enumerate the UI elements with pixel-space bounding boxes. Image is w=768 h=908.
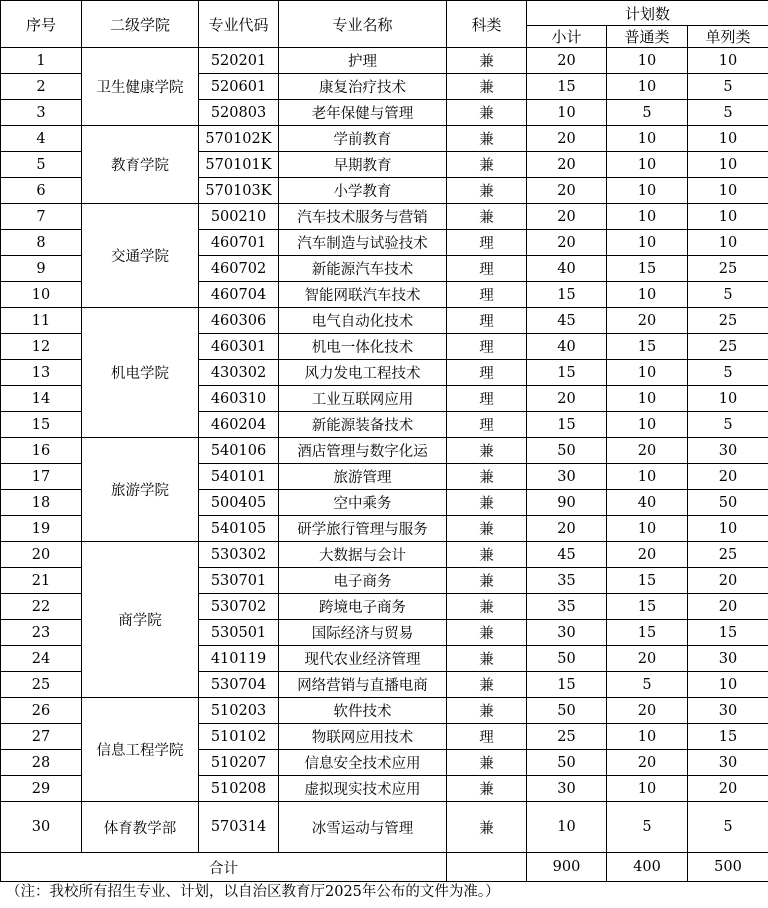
cell-regular: 20 xyxy=(607,750,688,776)
cell-category: 兼 xyxy=(447,594,527,620)
cell-single: 20 xyxy=(688,464,768,490)
cell-name: 现代农业经济管理 xyxy=(279,646,447,672)
cell-code: 500210 xyxy=(199,204,279,230)
cell-name: 研学旅行管理与服务 xyxy=(279,516,447,542)
cell-category: 兼 xyxy=(447,750,527,776)
cell-code: 520201 xyxy=(199,48,279,74)
cell-name: 智能网联汽车技术 xyxy=(279,282,447,308)
cell-name: 护理 xyxy=(279,48,447,74)
cell-category: 兼 xyxy=(447,152,527,178)
cell-code: 460704 xyxy=(199,282,279,308)
cell-seq: 11 xyxy=(1,308,82,334)
cell-seq: 14 xyxy=(1,386,82,412)
cell-regular: 10 xyxy=(607,464,688,490)
cell-name: 早期教育 xyxy=(279,152,447,178)
cell-single: 15 xyxy=(688,620,768,646)
cell-seq: 21 xyxy=(1,568,82,594)
cell-subtotal: 20 xyxy=(527,48,607,74)
cell-regular: 10 xyxy=(607,152,688,178)
cell-subtotal: 45 xyxy=(527,542,607,568)
cell-name: 学前教育 xyxy=(279,126,447,152)
table-row xyxy=(1,204,768,230)
cell-seq: 19 xyxy=(1,516,82,542)
cell-seq: 28 xyxy=(1,750,82,776)
cell-subtotal: 50 xyxy=(527,750,607,776)
cell-regular: 15 xyxy=(607,256,688,282)
cell-single: 10 xyxy=(688,126,768,152)
cell-name: 空中乘务 xyxy=(279,490,447,516)
cell-subtotal: 20 xyxy=(527,386,607,412)
cell-seq: 12 xyxy=(1,334,82,360)
cell-single: 10 xyxy=(688,152,768,178)
table-row xyxy=(1,308,768,334)
cell-single: 5 xyxy=(688,282,768,308)
cell-category: 兼 xyxy=(447,776,527,802)
cell-seq: 29 xyxy=(1,776,82,802)
cell-subtotal: 10 xyxy=(527,100,607,126)
cell-regular: 5 xyxy=(607,100,688,126)
cell-regular: 20 xyxy=(607,308,688,334)
cell-regular: 20 xyxy=(607,646,688,672)
cell-code: 460306 xyxy=(199,308,279,334)
cell-name: 机电一体化技术 xyxy=(279,334,447,360)
cell-regular: 20 xyxy=(607,438,688,464)
cell-code: 570101K xyxy=(199,152,279,178)
cell-seq: 9 xyxy=(1,256,82,282)
table-row xyxy=(1,698,768,724)
cell-seq: 17 xyxy=(1,464,82,490)
cell-category: 兼 xyxy=(447,620,527,646)
cell-code: 570102K xyxy=(199,126,279,152)
cell-code: 510208 xyxy=(199,776,279,802)
cell-name: 跨境电子商务 xyxy=(279,594,447,620)
cell-college: 体育教学部 xyxy=(82,802,199,853)
table-row xyxy=(1,48,768,74)
cell-college: 卫生健康学院 xyxy=(82,48,199,126)
cell-name: 网络营销与直播电商 xyxy=(279,672,447,698)
cell-regular: 15 xyxy=(607,620,688,646)
cell-single: 5 xyxy=(688,360,768,386)
cell-code: 530702 xyxy=(199,594,279,620)
cell-code: 410119 xyxy=(199,646,279,672)
cell-seq: 22 xyxy=(1,594,82,620)
total-label: 合计 xyxy=(1,853,447,882)
cell-subtotal: 40 xyxy=(527,334,607,360)
cell-single: 10 xyxy=(688,386,768,412)
cell-code: 430302 xyxy=(199,360,279,386)
cell-regular: 10 xyxy=(607,48,688,74)
cell-single: 30 xyxy=(688,438,768,464)
cell-category: 理 xyxy=(447,724,527,750)
cell-single: 50 xyxy=(688,490,768,516)
cell-name: 物联网应用技术 xyxy=(279,724,447,750)
cell-seq: 2 xyxy=(1,74,82,100)
cell-category: 理 xyxy=(447,412,527,438)
cell-subtotal: 20 xyxy=(527,126,607,152)
footnote: （注：我校所有招生专业、计划，以自治区教育厅2025年公布的文件为准。） xyxy=(6,884,500,900)
cell-single: 5 xyxy=(688,802,768,853)
cell-name: 国际经济与贸易 xyxy=(279,620,447,646)
cell-category: 兼 xyxy=(447,802,527,853)
cell-subtotal: 35 xyxy=(527,568,607,594)
cell-regular: 5 xyxy=(607,802,688,853)
cell-name: 酒店管理与数字化运 xyxy=(279,438,447,464)
cell-code: 460310 xyxy=(199,386,279,412)
cell-regular: 10 xyxy=(607,412,688,438)
cell-subtotal: 15 xyxy=(527,74,607,100)
cell-name: 信息安全技术应用 xyxy=(279,750,447,776)
cell-seq: 27 xyxy=(1,724,82,750)
cell-code: 540105 xyxy=(199,516,279,542)
cell-name: 工业互联网应用 xyxy=(279,386,447,412)
cell-single: 20 xyxy=(688,568,768,594)
header-seq: 序号 xyxy=(1,1,82,48)
cell-regular: 10 xyxy=(607,724,688,750)
cell-regular: 10 xyxy=(607,204,688,230)
cell-single: 5 xyxy=(688,74,768,100)
table-row xyxy=(1,802,768,853)
cell-name: 老年保健与管理 xyxy=(279,100,447,126)
cell-single: 10 xyxy=(688,230,768,256)
cell-regular: 5 xyxy=(607,672,688,698)
cell-code: 510203 xyxy=(199,698,279,724)
cell-college: 旅游学院 xyxy=(82,438,199,542)
cell-subtotal: 50 xyxy=(527,438,607,464)
cell-regular: 20 xyxy=(607,698,688,724)
cell-subtotal: 15 xyxy=(527,672,607,698)
total-empty-cell xyxy=(447,853,527,882)
cell-category: 兼 xyxy=(447,178,527,204)
cell-regular: 40 xyxy=(607,490,688,516)
cell-regular: 15 xyxy=(607,334,688,360)
cell-subtotal: 10 xyxy=(527,802,607,853)
cell-single: 20 xyxy=(688,594,768,620)
cell-name: 大数据与会计 xyxy=(279,542,447,568)
cell-regular: 10 xyxy=(607,282,688,308)
cell-seq: 6 xyxy=(1,178,82,204)
cell-code: 520601 xyxy=(199,74,279,100)
cell-college: 机电学院 xyxy=(82,308,199,438)
cell-regular: 10 xyxy=(607,74,688,100)
cell-single: 25 xyxy=(688,256,768,282)
cell-code: 540101 xyxy=(199,464,279,490)
header-code: 专业代码 xyxy=(199,1,279,48)
total-row xyxy=(1,853,768,882)
cell-category: 兼 xyxy=(447,672,527,698)
cell-regular: 20 xyxy=(607,542,688,568)
cell-name: 新能源汽车技术 xyxy=(279,256,447,282)
cell-single: 5 xyxy=(688,412,768,438)
table-row xyxy=(1,438,768,464)
cell-regular: 10 xyxy=(607,776,688,802)
cell-subtotal: 30 xyxy=(527,464,607,490)
cell-category: 兼 xyxy=(447,74,527,100)
cell-single: 25 xyxy=(688,334,768,360)
cell-college: 教育学院 xyxy=(82,126,199,204)
cell-code: 530701 xyxy=(199,568,279,594)
cell-seq: 25 xyxy=(1,672,82,698)
header-single: 单列类 xyxy=(688,26,768,48)
cell-single: 10 xyxy=(688,204,768,230)
header-category: 科类 xyxy=(447,1,527,48)
cell-code: 460204 xyxy=(199,412,279,438)
cell-single: 25 xyxy=(688,308,768,334)
cell-name: 风力发电工程技术 xyxy=(279,360,447,386)
cell-regular: 10 xyxy=(607,230,688,256)
cell-single: 5 xyxy=(688,100,768,126)
cell-single: 30 xyxy=(688,698,768,724)
cell-name: 虚拟现实技术应用 xyxy=(279,776,447,802)
cell-seq: 26 xyxy=(1,698,82,724)
cell-code: 460701 xyxy=(199,230,279,256)
cell-code: 460702 xyxy=(199,256,279,282)
cell-code: 520803 xyxy=(199,100,279,126)
cell-seq: 5 xyxy=(1,152,82,178)
cell-category: 理 xyxy=(447,230,527,256)
cell-subtotal: 20 xyxy=(527,516,607,542)
cell-seq: 24 xyxy=(1,646,82,672)
cell-regular: 15 xyxy=(607,594,688,620)
cell-subtotal: 20 xyxy=(527,152,607,178)
cell-code: 510207 xyxy=(199,750,279,776)
cell-category: 理 xyxy=(447,282,527,308)
table-row xyxy=(1,126,768,152)
cell-category: 兼 xyxy=(447,542,527,568)
header-plan: 计划数 xyxy=(527,1,768,26)
cell-regular: 10 xyxy=(607,386,688,412)
cell-single: 15 xyxy=(688,724,768,750)
cell-college: 商学院 xyxy=(82,542,199,698)
cell-name: 电气自动化技术 xyxy=(279,308,447,334)
cell-seq: 18 xyxy=(1,490,82,516)
cell-code: 540106 xyxy=(199,438,279,464)
cell-category: 兼 xyxy=(447,698,527,724)
cell-single: 25 xyxy=(688,542,768,568)
cell-subtotal: 50 xyxy=(527,698,607,724)
cell-name: 新能源装备技术 xyxy=(279,412,447,438)
cell-name: 旅游管理 xyxy=(279,464,447,490)
cell-seq: 30 xyxy=(1,802,82,853)
total-subtotal: 900 xyxy=(527,853,607,882)
cell-subtotal: 25 xyxy=(527,724,607,750)
cell-subtotal: 20 xyxy=(527,178,607,204)
cell-seq: 20 xyxy=(1,542,82,568)
cell-subtotal: 50 xyxy=(527,646,607,672)
cell-code: 530501 xyxy=(199,620,279,646)
cell-name: 小学教育 xyxy=(279,178,447,204)
cell-subtotal: 15 xyxy=(527,282,607,308)
cell-seq: 16 xyxy=(1,438,82,464)
cell-category: 理 xyxy=(447,334,527,360)
header-college: 二级学院 xyxy=(82,1,199,48)
cell-category: 兼 xyxy=(447,438,527,464)
cell-regular: 15 xyxy=(607,568,688,594)
cell-name: 软件技术 xyxy=(279,698,447,724)
cell-subtotal: 40 xyxy=(527,256,607,282)
cell-subtotal: 30 xyxy=(527,620,607,646)
cell-single: 10 xyxy=(688,516,768,542)
cell-seq: 3 xyxy=(1,100,82,126)
cell-category: 兼 xyxy=(447,204,527,230)
cell-subtotal: 20 xyxy=(527,204,607,230)
cell-code: 530704 xyxy=(199,672,279,698)
table-body xyxy=(1,48,768,853)
cell-category: 理 xyxy=(447,386,527,412)
cell-code: 570103K xyxy=(199,178,279,204)
cell-college: 交通学院 xyxy=(82,204,199,308)
cell-name: 康复治疗技术 xyxy=(279,74,447,100)
cell-regular: 10 xyxy=(607,516,688,542)
cell-subtotal: 15 xyxy=(527,360,607,386)
cell-category: 理 xyxy=(447,308,527,334)
cell-subtotal: 20 xyxy=(527,230,607,256)
total-single: 500 xyxy=(688,853,768,882)
cell-code: 460301 xyxy=(199,334,279,360)
cell-category: 理 xyxy=(447,256,527,282)
cell-seq: 8 xyxy=(1,230,82,256)
header-subtotal: 小计 xyxy=(527,26,607,48)
cell-category: 兼 xyxy=(447,646,527,672)
cell-regular: 10 xyxy=(607,178,688,204)
cell-seq: 4 xyxy=(1,126,82,152)
cell-category: 兼 xyxy=(447,516,527,542)
cell-subtotal: 30 xyxy=(527,776,607,802)
cell-name: 汽车制造与试验技术 xyxy=(279,230,447,256)
cell-college: 信息工程学院 xyxy=(82,698,199,802)
cell-category: 兼 xyxy=(447,490,527,516)
cell-category: 兼 xyxy=(447,464,527,490)
cell-single: 10 xyxy=(688,672,768,698)
cell-subtotal: 35 xyxy=(527,594,607,620)
cell-code: 510102 xyxy=(199,724,279,750)
cell-single: 20 xyxy=(688,776,768,802)
cell-code: 500405 xyxy=(199,490,279,516)
header-regular: 普通类 xyxy=(607,26,688,48)
cell-category: 理 xyxy=(447,360,527,386)
cell-seq: 10 xyxy=(1,282,82,308)
header-name: 专业名称 xyxy=(279,1,447,48)
cell-single: 30 xyxy=(688,646,768,672)
table-row xyxy=(1,542,768,568)
cell-single: 30 xyxy=(688,750,768,776)
cell-code: 570314 xyxy=(199,802,279,853)
cell-category: 兼 xyxy=(447,48,527,74)
cell-name: 电子商务 xyxy=(279,568,447,594)
cell-regular: 10 xyxy=(607,126,688,152)
cell-regular: 10 xyxy=(607,360,688,386)
cell-seq: 7 xyxy=(1,204,82,230)
cell-seq: 13 xyxy=(1,360,82,386)
cell-category: 兼 xyxy=(447,126,527,152)
cell-subtotal: 15 xyxy=(527,412,607,438)
cell-subtotal: 45 xyxy=(527,308,607,334)
cell-single: 10 xyxy=(688,178,768,204)
cell-seq: 1 xyxy=(1,48,82,74)
cell-seq: 15 xyxy=(1,412,82,438)
cell-name: 汽车技术服务与营销 xyxy=(279,204,447,230)
cell-name: 冰雪运动与管理 xyxy=(279,802,447,853)
total-regular: 400 xyxy=(607,853,688,882)
cell-code: 530302 xyxy=(199,542,279,568)
cell-category: 兼 xyxy=(447,568,527,594)
cell-single: 10 xyxy=(688,48,768,74)
cell-category: 兼 xyxy=(447,100,527,126)
cell-seq: 23 xyxy=(1,620,82,646)
cell-subtotal: 90 xyxy=(527,490,607,516)
